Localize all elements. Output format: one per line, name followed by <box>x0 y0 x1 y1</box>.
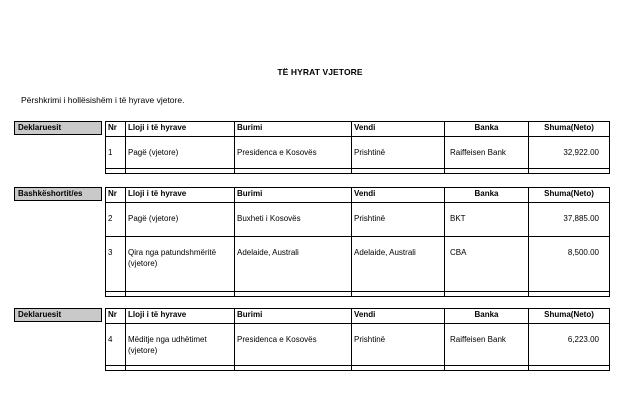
header-lloji: Lloji i të hyrave <box>126 122 235 137</box>
cell-lloji: Qira nga patundshmëritë (vjetore) <box>126 237 235 292</box>
header-banka: Banka <box>445 309 529 324</box>
header-banka: Banka <box>445 122 529 137</box>
header-shuma: Shuma(Neto) <box>529 122 610 137</box>
header-nr: Nr <box>106 309 126 324</box>
section-label: Bashkëshortit/es <box>14 187 102 201</box>
table-spacer-row <box>106 169 610 174</box>
section-label: Deklaruesit <box>14 308 102 322</box>
cell-banka: Raiffeisen Bank <box>445 324 529 366</box>
cell-nr: 1 <box>106 137 126 169</box>
table-row <box>106 237 610 292</box>
cell-burimi: Buxheti i Kosovës <box>235 203 352 237</box>
header-nr: Nr <box>106 188 126 203</box>
cell-vendi: Prishtinë <box>352 203 445 237</box>
cell-shuma: 32,922.00 <box>529 137 610 169</box>
header-nr: Nr <box>106 122 126 137</box>
cell-burimi: Adelaide, Australi <box>235 237 352 292</box>
table-row <box>106 203 610 237</box>
header-vendi: Vendi <box>352 188 445 203</box>
cell-lloji: Pagë (vjetore) <box>126 203 235 237</box>
section-label: Deklaruesit <box>14 121 102 135</box>
header-burimi: Burimi <box>235 188 352 203</box>
header-shuma: Shuma(Neto) <box>529 309 610 324</box>
header-banka: Banka <box>445 188 529 203</box>
header-vendi: Vendi <box>352 309 445 324</box>
income-table <box>105 308 610 371</box>
cell-shuma: 37,885.00 <box>529 203 610 237</box>
page-description: Përshkrimi i hollësishëm i të hyrave vjetore. <box>21 95 185 105</box>
table-header-row <box>106 309 610 324</box>
page-title: TË HYRAT VJETORE <box>277 67 363 77</box>
income-table <box>105 187 610 297</box>
cell-banka: Raiffeisen Bank <box>445 137 529 169</box>
cell-shuma: 8,500.00 <box>529 237 610 292</box>
cell-burimi: Presidenca e Kosovës <box>235 137 352 169</box>
header-lloji: Lloji i të hyrave <box>126 309 235 324</box>
table-row <box>106 324 610 366</box>
table-spacer-row <box>106 366 610 371</box>
cell-banka: BKT <box>445 203 529 237</box>
cell-nr: 2 <box>106 203 126 237</box>
table-row <box>106 137 610 169</box>
cell-lloji: Mëditje nga udhëtimet (vjetore) <box>126 324 235 366</box>
cell-vendi: Prishtinë <box>352 137 445 169</box>
cell-nr: 4 <box>106 324 126 366</box>
table-header-row <box>106 122 610 137</box>
header-shuma: Shuma(Neto) <box>529 188 610 203</box>
cell-burimi: Presidenca e Kosovës <box>235 324 352 366</box>
table-spacer-row <box>106 292 610 297</box>
cell-nr: 3 <box>106 237 126 292</box>
header-burimi: Burimi <box>235 122 352 137</box>
cell-lloji: Pagë (vjetore) <box>126 137 235 169</box>
cell-shuma: 6,223.00 <box>529 324 610 366</box>
header-vendi: Vendi <box>352 122 445 137</box>
income-table <box>105 121 610 174</box>
table-header-row <box>106 188 610 203</box>
cell-vendi: Adelaide, Australi <box>352 237 445 292</box>
cell-vendi: Prishtinë <box>352 324 445 366</box>
header-burimi: Burimi <box>235 309 352 324</box>
header-lloji: Lloji i të hyrave <box>126 188 235 203</box>
cell-banka: CBA <box>445 237 529 292</box>
